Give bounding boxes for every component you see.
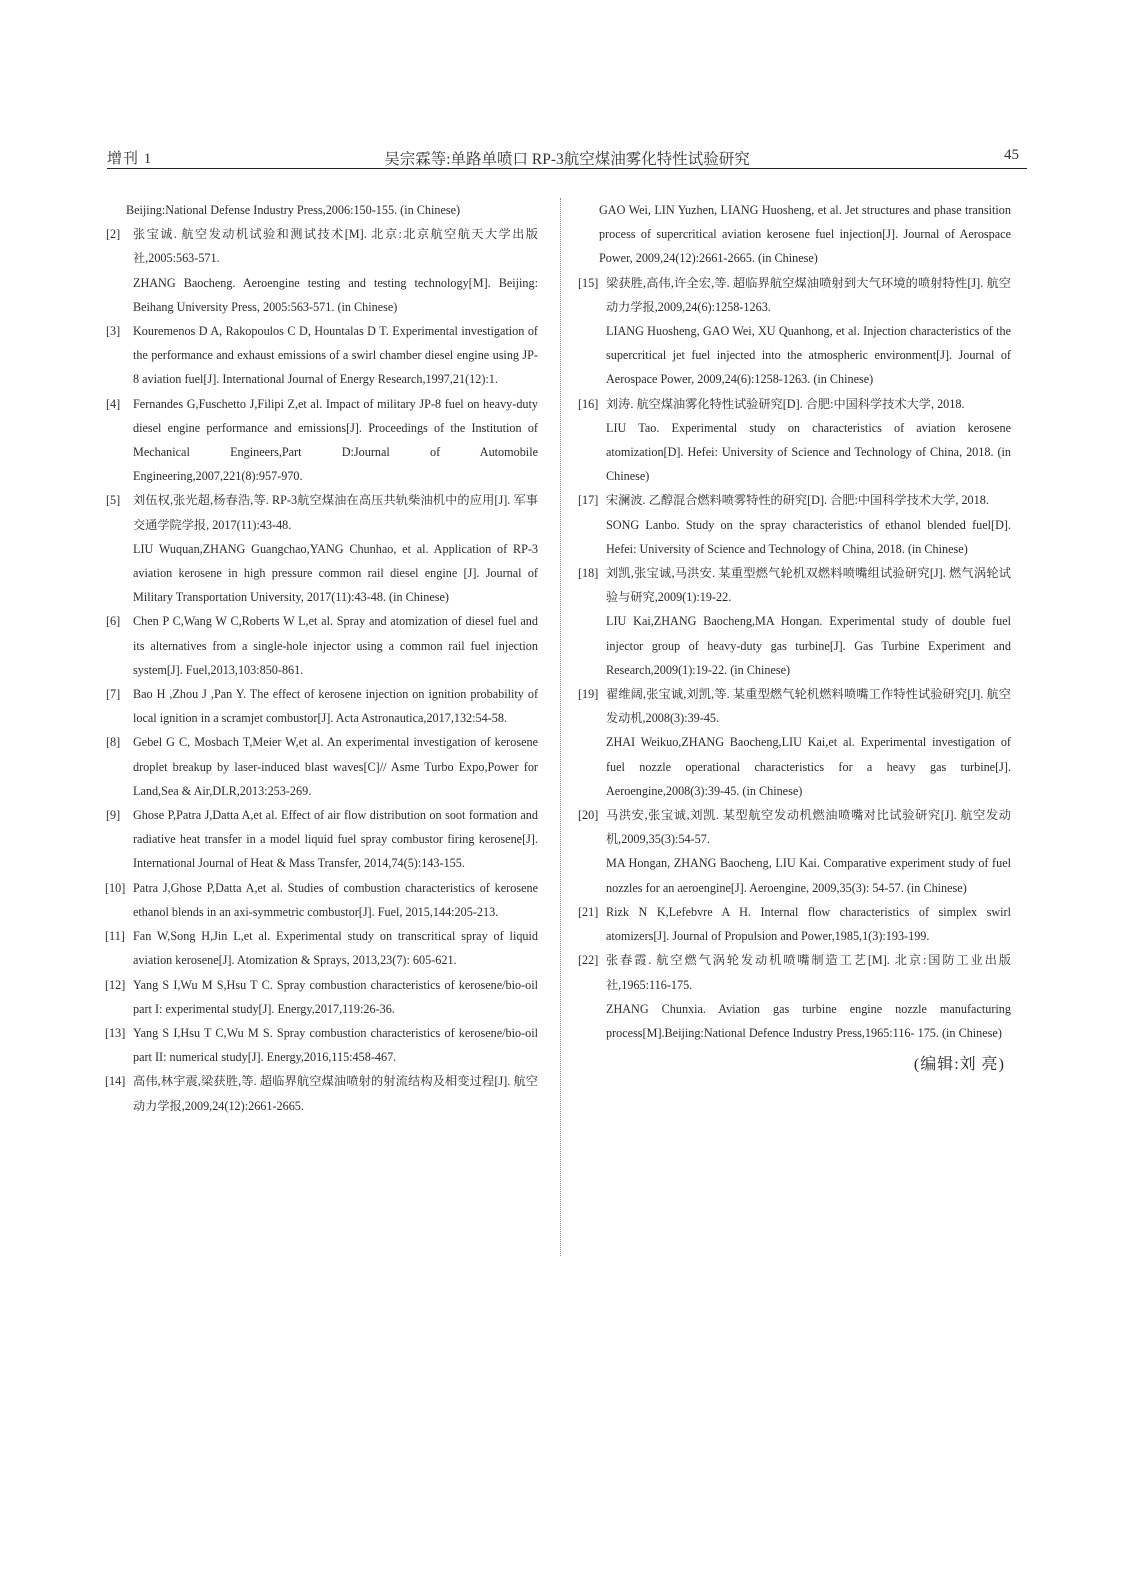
reference-number: [4] (106, 396, 121, 411)
reference-number: [22] (578, 953, 599, 968)
reference-item (106, 392, 538, 489)
reference-number: [20] (578, 808, 599, 823)
column-divider (560, 198, 561, 1256)
reference-item (579, 488, 1011, 561)
reference-item (106, 924, 538, 972)
reference-english-text: Bao H ,Zhou J ,Pan Y. The effect of kerosene injection on ignition probability of local ignition in a scramjet combustor[J]. Acta Astronautica,2017,132:54-58. (133, 687, 538, 726)
reference-chinese-text: 马洪安,张宝诚,刘凯. 某型航空发动机燃油喷嘴对比试验研究[J]. 航空发动机,2009,35(3):54-57. (606, 808, 1011, 847)
issue-label: 增刊 1 (107, 151, 153, 167)
reference-number: [7] (106, 687, 121, 702)
reference-item (106, 803, 538, 876)
reference-chinese-text: 刘涛. 航空煤油雾化特性试验研究[D]. 合肥:中国科学技术大学, 2018. (606, 396, 965, 411)
reference-number: [19] (578, 687, 599, 702)
reference-number: [5] (106, 493, 121, 508)
reference-number: [2] (106, 227, 121, 242)
reference-item (106, 1069, 538, 1117)
reference-list (579, 271, 1011, 1046)
reference-number: [17] (578, 493, 599, 508)
reference-item (579, 271, 1011, 392)
reference-chinese-text: 翟维阔,张宝诚,刘凯,等. 某重型燃气轮机燃料喷嘴工作特性试验研究[J]. 航空发动机,2008(3):39-45. (606, 687, 1011, 726)
reference-continuation: GAO Wei, LIN Yuzhen, LIANG Huosheng, et al. Jet structures and phase transition process of supercritical aviation kerosene fuel injection[J]. Journal of Aerospace Power, 2009,24(12):2661-2665. (in Chinese) (599, 203, 1011, 266)
reference-item (579, 948, 1011, 1045)
reference-item (106, 1021, 538, 1069)
reference-item (579, 561, 1011, 682)
reference-english-text: Kouremenos D A, Rakopoulos C D, Hountalas D T. Experimental investigation of the performance and exhaust emissions of a swirl chamber diesel engine using JP-8 aviation fuel[J]. International Journal of Energy Research,1997,21(12):1. (133, 324, 538, 387)
reference-list (106, 222, 538, 1118)
running-title: 吴宗霖等:单路单喷口 RP-3航空煤油雾化特性试验研究 (384, 151, 750, 168)
reference-number: [18] (578, 566, 599, 581)
reference-english-text: Fan W,Song H,Jin L,et al. Experimental study on transcritical spray of liquid aviation kerosene[J]. Atomization & Sprays, 2013,23(7): 605-621. (133, 929, 538, 968)
reference-english-text: ZHAI Weikuo,ZHANG Baocheng,LIU Kai,et al. Experimental investigation of fuel nozzle operational characteristics for a heavy gas turbine[J]. Aeroengine,2008(3):39-45. (in Chinese) (606, 735, 1011, 798)
reference-item (106, 682, 538, 730)
reference-number: [13] (105, 1025, 126, 1040)
reference-item (579, 682, 1011, 803)
reference-english-text: Fernandes G,Fuschetto J,Filipi Z,et al. Impact of military JP-8 fuel on heavy-duty diesel engine performance and emissions[J]. Proceedings of the Institution of Mechanical Engineers,Part D:Journal of Automobile Engineering,2007,221(8):957-970. (133, 396, 538, 484)
reference-chinese-text: 梁获胜,高伟,许全宏,等. 超临界航空煤油喷射到大气环境的喷射特性[J]. 航空动力学报,2009,24(6):1258-1263. (606, 275, 1011, 314)
reference-number: [14] (105, 1074, 126, 1089)
reference-number: [6] (106, 614, 121, 629)
reference-english-text: LIU Kai,ZHANG Baocheng,MA Hongan. Experimental study of double fuel injector group of heavy-duty gas turbine[J]. Gas Turbine Experiment and Research,2009(1):19-22. (in Chinese) (606, 614, 1011, 677)
reference-item (579, 392, 1011, 489)
references-left-column (106, 198, 538, 1118)
reference-english-text: Ghose P,Patra J,Datta A,et al. Effect of air flow distribution on soot formation and radiative heat transfer in a model liquid fuel spray combustor firing kerosene[J]. International Journal of Heat & Mass Transfer, 2014,74(5):143-155. (133, 808, 538, 871)
header-rule (107, 168, 1027, 169)
reference-number: [16] (578, 396, 599, 411)
reference-chinese-text: 张宝诚. 航空发动机试验和测试技术[M]. 北京:北京航空航天大学出版社,2005:563-571. (133, 227, 538, 266)
reference-number: [10] (105, 880, 126, 895)
reference-english-text: LIU Tao. Experimental study on characteristics of aviation kerosene atomization[D]. Hefei: University of Science and Technology of China, 2018. (in Chinese) (606, 420, 1011, 484)
reference-item (579, 803, 1011, 900)
reference-english-text: Patra J,Ghose P,Datta A,et al. Studies of combustion characteristics of kerosene ethanol blends in an axi-symmetric combustor[J]. Fuel, 2015,144:205-213. (133, 880, 538, 919)
reference-chinese-text: 宋澜波. 乙醇混合燃料喷雾特性的研究[D]. 合肥:中国科学技术大学, 2018. (606, 493, 989, 508)
reference-continuation: Beijing:National Defense Industry Press,2006:150-155. (in Chinese) (126, 203, 461, 217)
references-right-column (579, 198, 1011, 1077)
reference-english-text: SONG Lanbo. Study on the spray characteristics of ethanol blended fuel[D]. Hefei: University of Science and Technology of China, 2018. (in Chinese) (606, 517, 1011, 556)
reference-number: [3] (106, 324, 121, 339)
running-header (107, 143, 1027, 167)
reference-item (579, 900, 1011, 948)
reference-english-text: Gebel G C, Mosbach T,Meier W,et al. An experimental investigation of kerosene droplet breakup by laser-induced blast waves[C]// Asme Turbo Expo,Power for Land,Sea & Air,DLR,2013:253-269. (133, 735, 538, 798)
reference-item (106, 319, 538, 392)
reference-number: [9] (106, 808, 121, 823)
reference-number: [15] (578, 275, 599, 290)
reference-english-text: LIU Wuquan,ZHANG Guangchao,YANG Chunhao, et al. Application of RP-3 aviation kerosene in high pressure common rail diesel engine [J]. Journal of Military Transportation University, 2017(11):43-48. (in Chinese) (133, 541, 538, 605)
reference-english-text: ZHANG Chunxia. Aviation gas turbine engine nozzle manufacturing process[M].Beijing:National Defence Industry Press,1965:116- 175. (in Chinese) (606, 1001, 1011, 1040)
reference-chinese-text: 张春霞. 航空燃气涡轮发动机喷嘴制造工艺[M]. 北京:国防工业出版社,1965:116-175. (606, 953, 1011, 992)
reference-item (106, 222, 538, 319)
reference-english-text: Chen P C,Wang W C,Roberts W L,et al. Spray and atomization of diesel fuel and its alternatives from a single-hole injector using a common rail fuel injection system[J]. Fuel,2013,103:850-861. (133, 614, 538, 677)
reference-english-text: LIANG Huosheng, GAO Wei, XU Quanhong, et al. Injection characteristics of the supercritical jet fuel injected into the atmospheric environment[J]. Journal of Aerospace Power, 2009,24(6):1258-1263. (in Chinese) (606, 324, 1011, 387)
reference-number: [21] (578, 904, 599, 919)
reference-chinese-text: 刘凯,张宝诚,马洪安. 某重型燃气轮机双燃料喷嘴组试验研究[J]. 燃气涡轮试验与研究,2009(1):19-22. (606, 566, 1011, 605)
reference-number: [12] (105, 977, 126, 992)
reference-item (106, 730, 538, 803)
reference-english-text: ZHANG Baocheng. Aeroengine testing and testing technology[M]. Beijing: Beihang University Press, 2005:563-571. (in Chinese) (133, 275, 538, 314)
reference-item (106, 609, 538, 682)
reference-number: [11] (105, 929, 125, 944)
editor-credit: (编辑:刘 亮) (913, 1056, 1005, 1074)
reference-item (106, 488, 538, 609)
reference-english-text: Rizk N K,Lefebvre A H. Internal flow characteristics of simplex swirl atomizers[J]. Journal of Propulsion and Power,1985,1(3):193-199. (606, 904, 1011, 944)
reference-chinese-text: 高伟,林宇震,梁获胜,等. 超临界航空煤油喷射的射流结构及相变过程[J]. 航空动力学报,2009,24(12):2661-2665. (133, 1074, 538, 1113)
reference-english-text: Yang S I,Hsu T C,Wu M S. Spray combustion characteristics of kerosene/bio-oil part II: numerical study[J]. Energy,2016,115:458-467. (133, 1025, 538, 1065)
reference-number: [8] (106, 735, 121, 750)
reference-item (106, 876, 538, 924)
reference-item (106, 973, 538, 1021)
reference-english-text: MA Hongan, ZHANG Baocheng, LIU Kai. Comparative experiment study of fuel nozzles for an aeroengine[J]. Aeroengine, 2009,35(3): 54-57. (in Chinese) (606, 856, 1011, 895)
reference-chinese-text: 刘伍权,张光超,杨春浩,等. RP-3航空煤油在高压共轨柴油机中的应用[J]. 军事交通学院学报, 2017(11):43-48. (133, 493, 538, 532)
reference-english-text: Yang S I,Wu M S,Hsu T C. Spray combustion characteristics of kerosene/bio-oil part I: experimental study[J]. Energy,2017,119:26-36. (133, 977, 538, 1016)
page-number: 45 (1004, 147, 1019, 163)
